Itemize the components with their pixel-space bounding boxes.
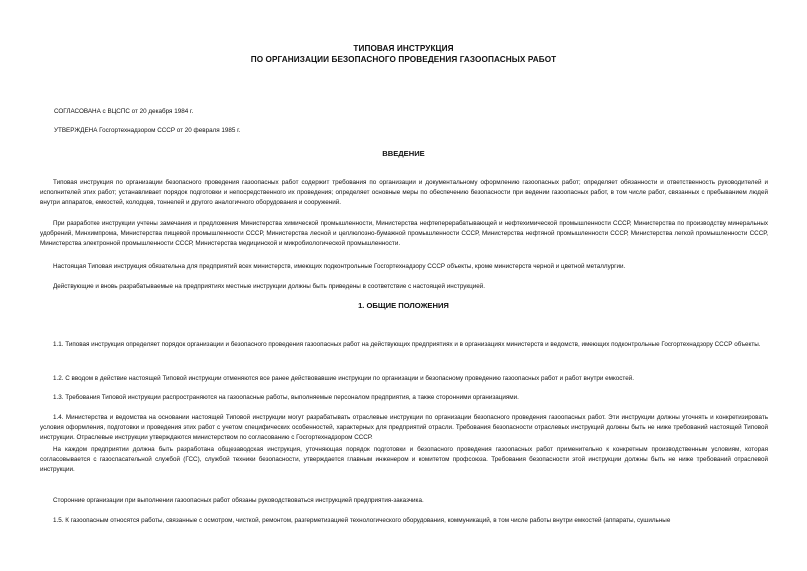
approval-note: СОГЛАСОВАНА с ВЦСПС от 20 декабря 1984 г. xyxy=(54,108,194,115)
document-title-line1: ТИПОВАЯ ИНСТРУКЦИЯ xyxy=(353,44,454,53)
section1-paragraph: На каждом предприятии должна быть разработана общезаводская инструкция, уточняющая порядок подготовки и безопасного проведения газоопасных работ применительно к конкретным производственным условиям, которая согласовывается с газоспасательной службой (ГСС), службой техники безопасности, утверждается главным инженером и комитетом профсоюза. Требования безопасности этой инструкции должны быть не ниже требований отраслевой инструкции. xyxy=(40,446,768,473)
section1-paragraph: 1.4. Министерства и ведомства на основании настоящей Типовой инструкции могут разрабатывать отраслевые инструкции по организации безопасного проведения газоопасных работ. Эти инструкции должны уточнять и конкретизировать условия оформления, подготовки и проведения этих работ с учетом специфических особенностей, характерных для предприятий отрасли. Требования безопасности отраслевых инструкций должны быть не ниже требований настоящей Типовой инструкции. Отраслевые инструкции утверждаются министерством по согласованию с Госгортехнадзором СССР. xyxy=(40,414,768,441)
intro-paragraph: Действующие и вновь разрабатываемые на предприятиях местные инструкции должны быть приведены в соответствие с настоящей инструкцией. xyxy=(53,283,486,290)
intro-heading: ВВЕДЕНИЕ xyxy=(382,149,425,158)
approved-note: УТВЕРЖДЕНА Госгортехнадзором СССР от 20 февраля 1985 г. xyxy=(54,127,241,134)
section1-paragraph: 1.2. С вводом в действие настоящей Типовой инструкции отменяются все ранее действовавшие инструкции по организации и безопасному проведению газоопасных работ и работ внутри емкостей. xyxy=(53,375,635,382)
intro-paragraph: Настоящая Типовая инструкция обязательна для предприятий всех министерств, имеющих подконтрольные Госгортехнадзору СССР объекты, кроме министерств черной и цветной металлургии. xyxy=(53,263,626,270)
intro-paragraph: Типовая инструкция по организации безопасного проведения газоопасных работ содержит требования по организации и документальному оформлению газоопасных работ; определяет обязанности и ответственность руководителей и исполнителей этих работ; устанавливает порядок подготовки и непосредственного их проведения; определяет основные меры по обеспечению безопасности при ведении газоопасных работ, в том числе работ, связанных с пребыванием людей внутри аппаратов, емкостей, колодцев, тоннелей и другого аналогичного оборудования и сооружений. xyxy=(40,179,768,206)
section1-paragraph: 1.3. Требования Типовой инструкции распространяются на газоопасные работы, выполняемые персоналом предприятия, а также сторонними организациями. xyxy=(53,394,519,401)
intro-paragraph: При разработке инструкции учтены замечания и предложения Министерства химической промышленности, Министерства нефтеперерабатывающей и нефтехимической промышленности СССР, Министерства по производству минеральных удобрений, Минхимпрома, Министерства пищевой промышленности СССР, Министерства лесной и целлюлозно-бумажной промышленности СССР, Министерства нефтяной промышленности СССР, Министерства легкой промышленности СССР, Министерства электронной промышленности СССР, Министерства медицинской и микробиологической промышленности. xyxy=(40,220,768,247)
section1-heading: 1. ОБЩИЕ ПОЛОЖЕНИЯ xyxy=(358,301,449,310)
section1-paragraph: 1.5. К газоопасным относятся работы, связанные с осмотром, чисткой, ремонтом, разгерметизацией технологического оборудования, коммуникаций, в том числе работы внутри емкостей (аппараты, сушильные xyxy=(53,517,671,524)
section1-paragraph: Сторонние организации при выполнении газоопасных работ обязаны руководствоваться инструкцией предприятия-заказчика. xyxy=(53,497,424,504)
section1-paragraph: 1.1. Типовая инструкция определяет порядок организации и безопасного проведения газоопасных работ на действующих предприятиях и в организациях министерств и ведомств, имеющих подконтрольные Госгортехнадзору СССР объекты. xyxy=(53,341,761,348)
document-title-line2: ПО ОРГАНИЗАЦИИ БЕЗОПАСНОГО ПРОВЕДЕНИЯ ГАЗООПАСНЫХ РАБОТ xyxy=(250,55,557,64)
